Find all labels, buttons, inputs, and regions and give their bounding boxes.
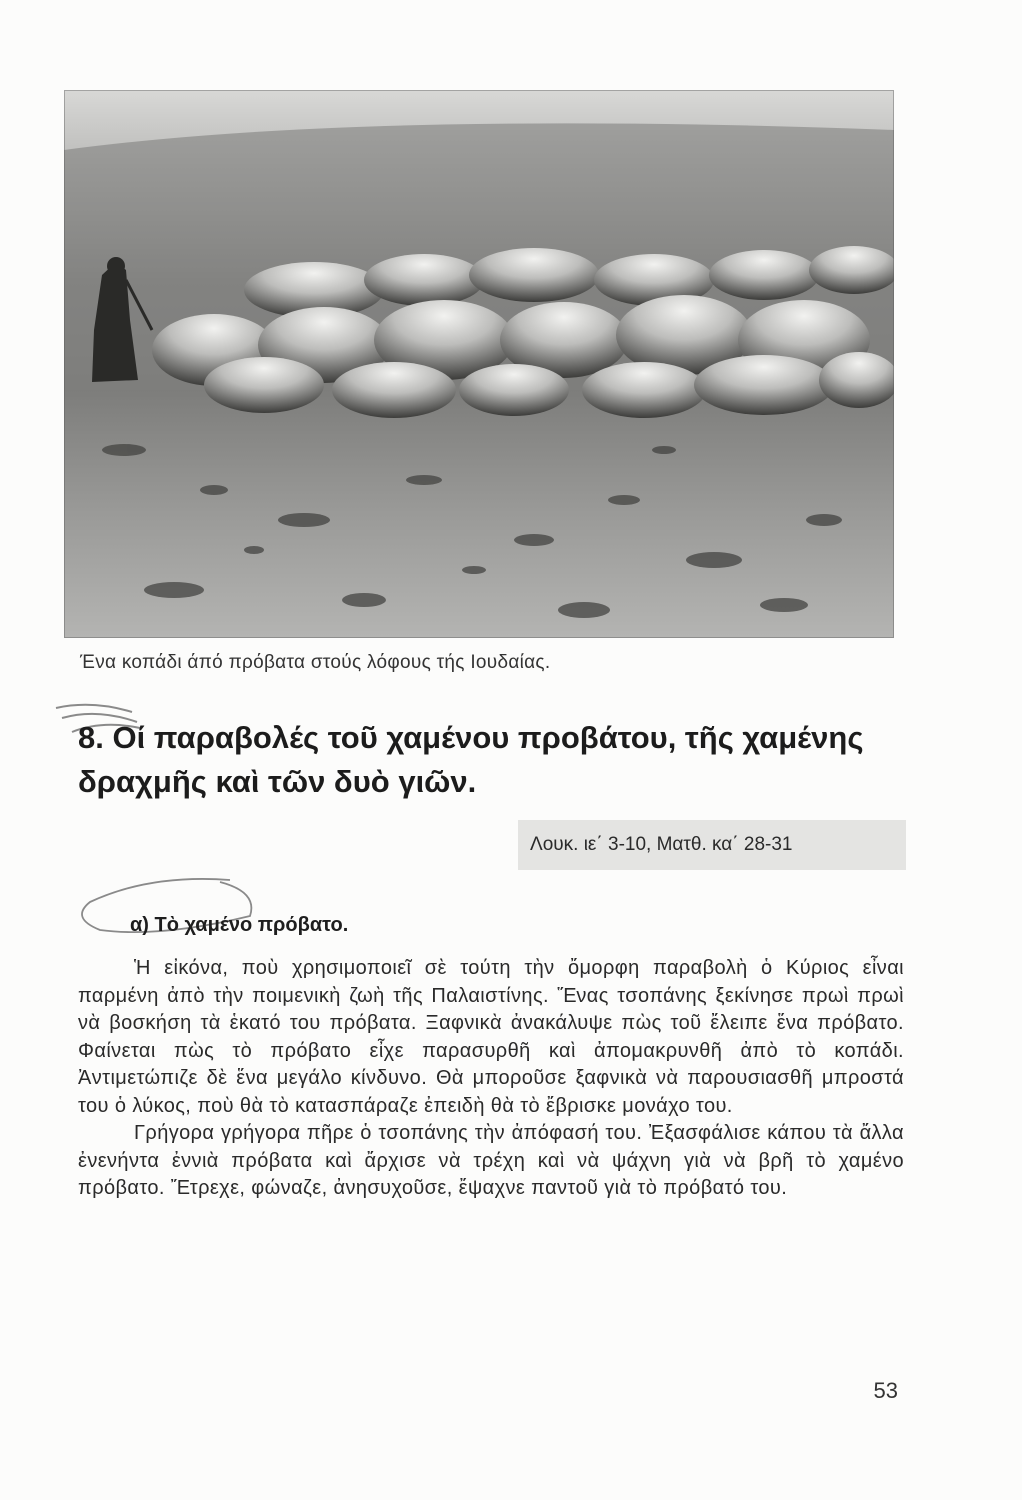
paragraph: Γρήγορα γρήγορα πῆρε ὁ τσοπάνης τὴν ἀπόφασή του. Ἐξασφάλισε κάπου τὰ ἄλλα ἐνενήντα ἐννιὰ πρόβατα καὶ ἄρχισε νὰ τρέχη καὶ νὰ ψάχνη γιὰ νὰ βρῆ τὸ χαμένο πρόβατο. Ἔτρεχε, φώναζε, ἀνησυχοῦσε, ἔψαχνε παντοῦ γιὰ τὸ πρόβατό του.: [78, 1122, 904, 1199]
photo-drawing: [64, 90, 894, 638]
photo-caption: Ένα κοπάδι άπό πρόβατα στούς λόφους τής Ιουδαίας.: [80, 652, 551, 673]
paragraph: Ἡ εἰκόνα, ποὺ χρησιμοποιεῖ σὲ τούτη τὴν ὄμορφη παραβολὴ ὁ Κύριος εἶναι παρμένη ἀπὸ τὴν ποιμενικὴ ζωὴ τῆς Παλαιστίνης. Ἕνας τσοπάνης ξεκίνησε πρωὶ πρωὶ νὰ βοσκήση τὰ ἑκατό του πρόβατα. Ξαφνικὰ ἀνακάλυψε πὼς τοῦ ἔλειπε ἕνα πρόβατο. Φαίνεται πὼς τὸ πρόβατο εἶχε παρασυρθῆ καὶ ἀπομακρυνθῆ ἀπὸ τὸ κοπάδι. Ἀντιμετώπιζε δὲ ἕνα μεγάλο κίνδυνο. Θὰ μποροῦσε ξαφνικὰ νὰ παρουσιασθῆ μπροστά του ὁ λύκος, ποὺ θὰ τὸ κατασπάραζε ἐπειδὴ θὰ τὸ ἔβρισκε μονάχο του.: [78, 957, 904, 1117]
page-number: 53: [873, 1378, 898, 1403]
scripture-reference: Λουκ. ιε΄ 3-10, Ματθ. κα΄ 28-31: [518, 820, 906, 870]
body-text: [78, 955, 904, 1203]
section-heading: α) Τὸ χαμένο πρόβατο.: [130, 914, 349, 936]
chapter-title: 8. Οί παραβολές τοῦ χαμένου προβάτου, τῆς χαμένης δραχμῆς καὶ τῶν δυὸ γιῶν.: [78, 720, 864, 799]
sheep-flock-photo: [64, 90, 894, 638]
